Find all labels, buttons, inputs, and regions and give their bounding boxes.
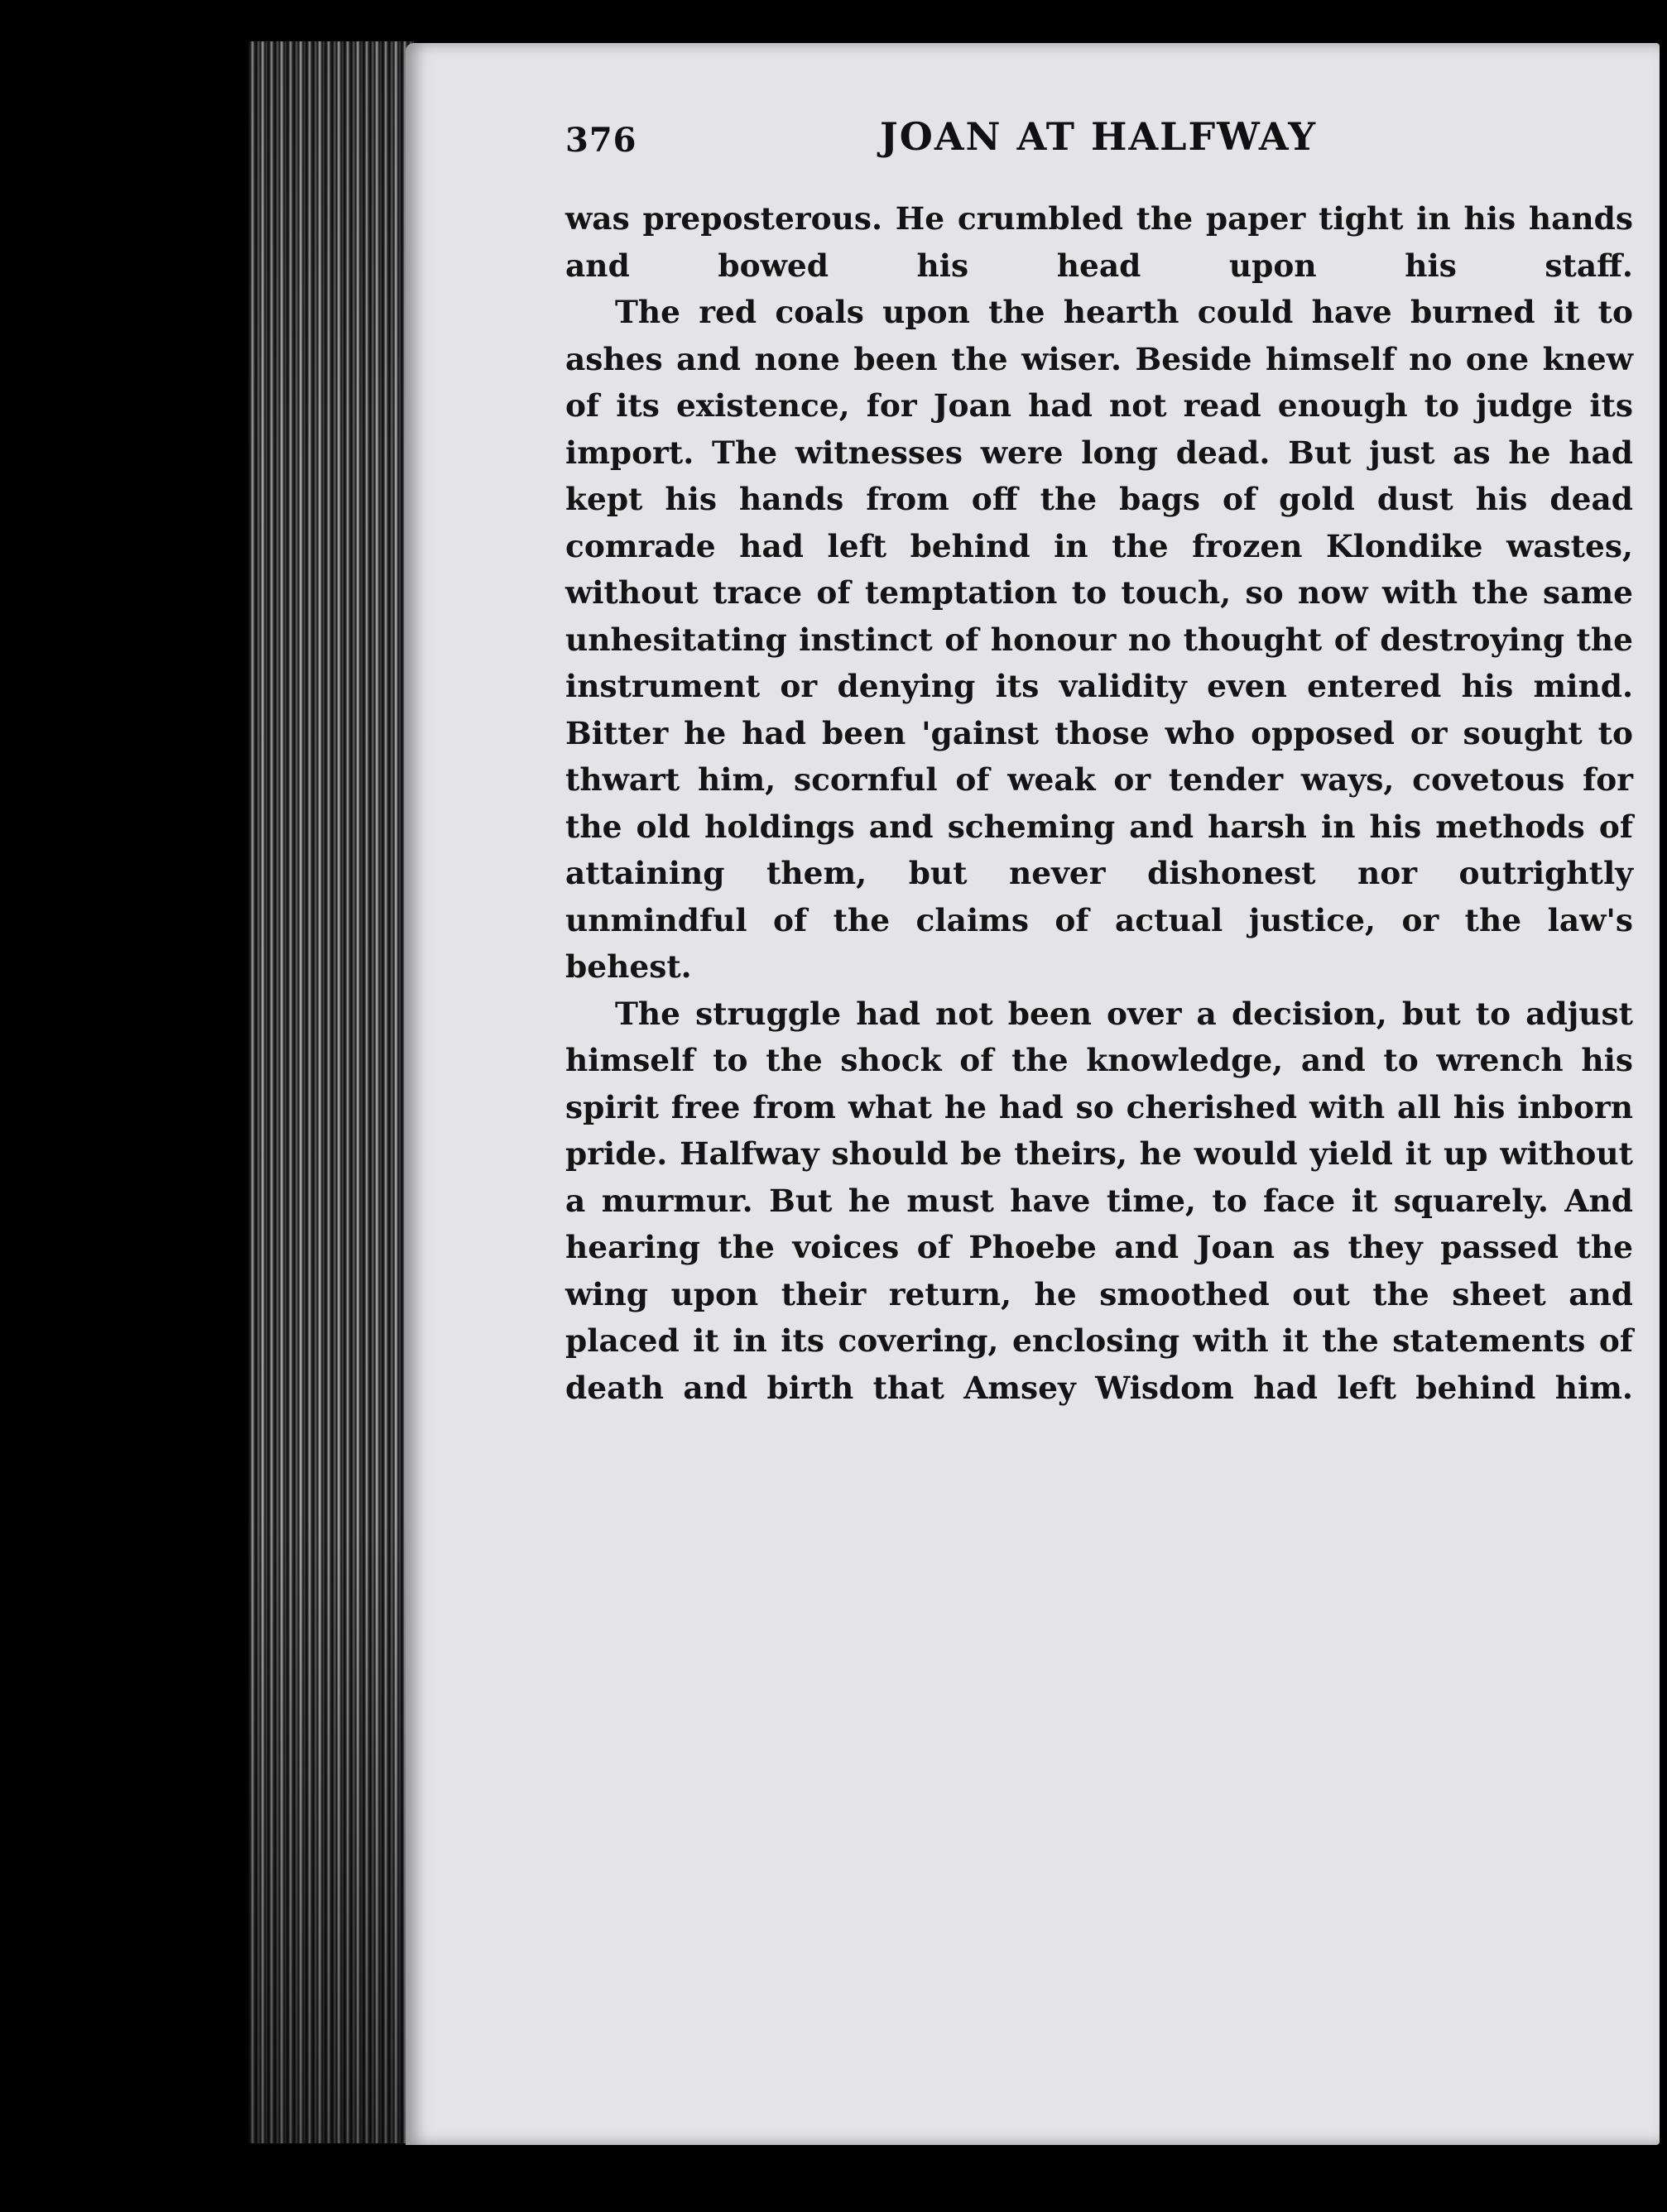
page-edges-shadow [248, 41, 414, 2143]
paragraph-2: The red coals upon the hearth could have burned it to ashes and none been the wiser. Beside himself no one knew of its existence, for Joan had not read enough to judge its import. The witnesses were long dead. But just as he had kept his hands from off the bags of gold dust his dead comrade had left behind in the frozen Klondike wastes, without trace of temptation to touch, so now with the same unhesitating instinct of honour no thought of destroying the instrument or denying its validity even entered his mind. Bitter he had been 'gainst those who opposed or sought to thwart him, scornful of weak or tender ways, covetous for the old holdings and scheming and harsh in his methods of attaining them, but never dishonest nor outrightly unmindful of the claims of actual justice, or the law's behest. [565, 294, 1633, 985]
paragraph-1: was preposterous. He crumbled the paper tight in his hands and bowed his head upon his staff. [565, 200, 1633, 284]
running-title: JOAN AT HALFWAY [880, 114, 1318, 159]
body-text [565, 195, 1633, 1411]
page-number: 376 [565, 121, 637, 160]
page-header [565, 114, 1641, 172]
paragraph-3: The struggle had not been over a decision, but to adjust himself to the shock of the knowledge, and to wrench his spirit free from what he had so cherished with all his inborn pride. Halfway should be theirs, he would yield it up without a murmur. But he must have time, to face it squarely. And hearing the voices of Phoebe and Joan as they passed the wing upon their return, he smoothed out the sheet and placed it in its covering, enclosing with it the statements of death and birth that Amsey Wisdom had left behind him. [565, 995, 1633, 1406]
